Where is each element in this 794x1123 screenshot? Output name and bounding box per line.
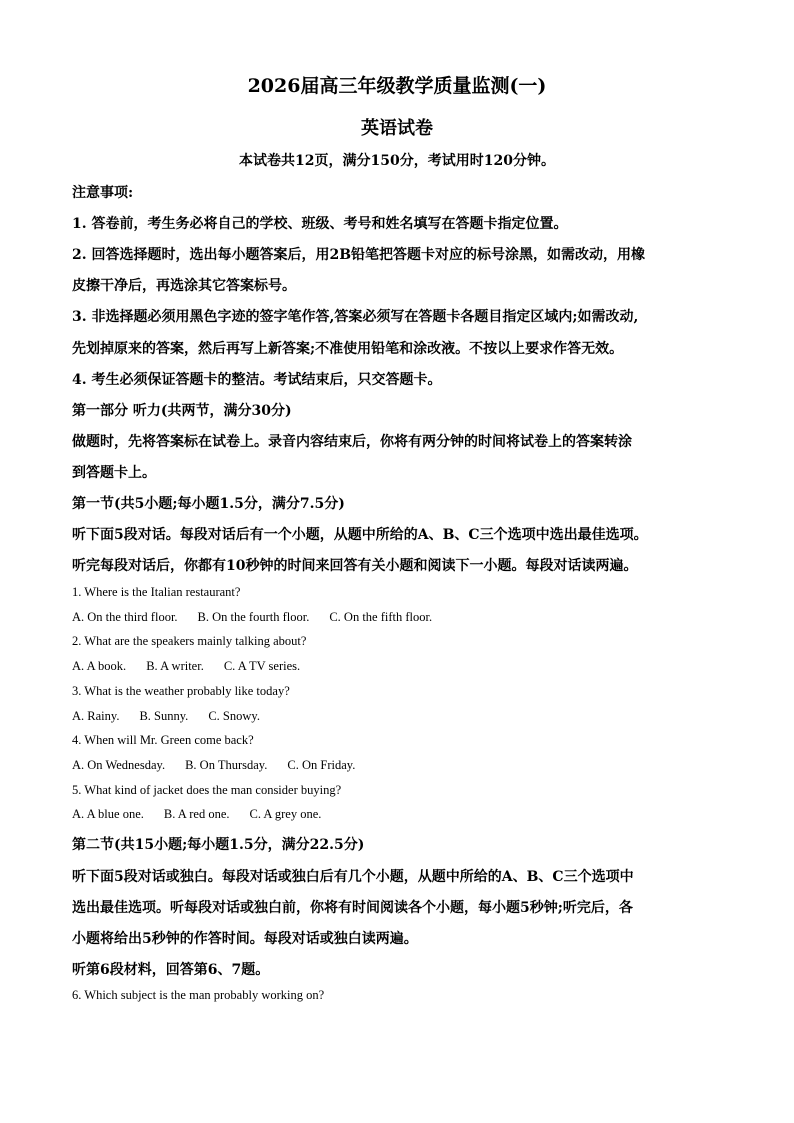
question-1: 1. Where is the Italian restaurant?	[72, 585, 241, 599]
part1-intro-line-2: 到答题卡上。	[72, 465, 156, 481]
section1-heading: 第一节(共5小题;每小题1.5分，满分7.5分)	[72, 496, 345, 512]
question-2: 2. What are the speakers mainly talking about?	[72, 634, 307, 648]
question-1-options	[72, 610, 732, 625]
option-a: A. On Wednesday.	[72, 758, 166, 772]
exam-title: 2026届高三年级教学质量监测(一)	[247, 75, 547, 97]
option-a: A. A blue one.	[72, 807, 144, 821]
option-b: B. On the fourth floor.	[197, 610, 310, 624]
option-a: A. A book.	[72, 659, 127, 673]
notes-heading: 注意事项:	[72, 185, 134, 201]
note-item-3-line-2: 先划掉原来的答案，然后再写上新答案;不准使用铅笔和涂改液。不按以上要求作答无效。	[72, 341, 624, 357]
note-item-2-line-2: 皮擦干净后，再选涂其它答案标号。	[72, 278, 296, 294]
section2-intro-line-1: 听下面5段对话或独白。每段对话或独白后有几个小题，从题中所给的A、B、C三个选项中	[72, 869, 634, 885]
question-6: 6. Which subject is the man probably working on?	[72, 988, 325, 1002]
note-item-3-line-1: 3. 非选择题必须用黑色字迹的签字笔作答,答案必须写在答题卡各题目指定区域内;如需改动,	[72, 309, 639, 325]
option-a: A. Rainy.	[72, 709, 120, 723]
option-b: B. On Thursday.	[185, 758, 268, 772]
option-c: C. A grey one.	[249, 807, 322, 821]
option-a: A. On the third floor.	[72, 610, 178, 624]
option-b: B. A red one.	[163, 807, 230, 821]
exam-info: 本试卷共12页，满分150分，考试用时120分钟。	[239, 153, 555, 169]
question-5: 5. What kind of jacket does the man consider buying?	[72, 783, 342, 797]
question-2-options	[72, 659, 732, 674]
note-item-2-line-1: 2. 回答选择题时，选出每小题答案后，用2B铅笔把答题卡对应的标号涂黑，如需改动，用橡	[72, 247, 646, 263]
question-4: 4. When will Mr. Green come back?	[72, 733, 254, 747]
question-4-options	[72, 758, 732, 773]
option-c: C. Snowy.	[208, 709, 260, 723]
material-6-heading: 听第6段材料，回答第6、7题。	[72, 962, 270, 978]
option-c: C. On the fifth floor.	[329, 610, 433, 624]
option-c: C. On Friday.	[287, 758, 356, 772]
section2-intro-line-2: 选出最佳选项。听每段对话或独白前，你将有时间阅读各个小题，每小题5秒钟;听完后，各	[72, 900, 633, 916]
option-b: B. Sunny.	[139, 709, 189, 723]
question-5-options	[72, 807, 732, 822]
subject-title: 英语试卷	[361, 118, 433, 139]
note-item-1: 1. 答卷前，考生务必将自己的学校、班级、考号和姓名填写在答题卡指定位置。	[72, 216, 568, 232]
option-c: C. A TV series.	[223, 659, 301, 673]
option-b: B. A writer.	[146, 659, 204, 673]
section1-intro-line-1: 听下面5段对话。每段对话后有一个小题，从题中所给的A、B、C三个选项中选出最佳选项。	[72, 527, 648, 543]
question-3: 3. What is the weather probably like today?	[72, 684, 290, 698]
question-3-options	[72, 709, 732, 724]
section1-intro-line-2: 听完每段对话后，你都有10秒钟的时间来回答有关小题和阅读下一小题。每段对话读两遍。	[72, 558, 638, 574]
section2-heading: 第二节(共15小题;每小题1.5分，满分22.5分)	[72, 837, 365, 853]
part1-heading: 第一部分 听力(共两节，满分30分)	[72, 403, 292, 419]
note-item-4: 4. 考生必须保证答题卡的整洁。考试结束后，只交答题卡。	[72, 372, 442, 388]
section2-intro-line-3: 小题将给出5秒钟的作答时间。每段对话或独白读两遍。	[72, 931, 418, 947]
part1-intro-line-1: 做题时，先将答案标在试卷上。录音内容结束后，你将有两分钟的时间将试卷上的答案转涂	[72, 434, 632, 450]
